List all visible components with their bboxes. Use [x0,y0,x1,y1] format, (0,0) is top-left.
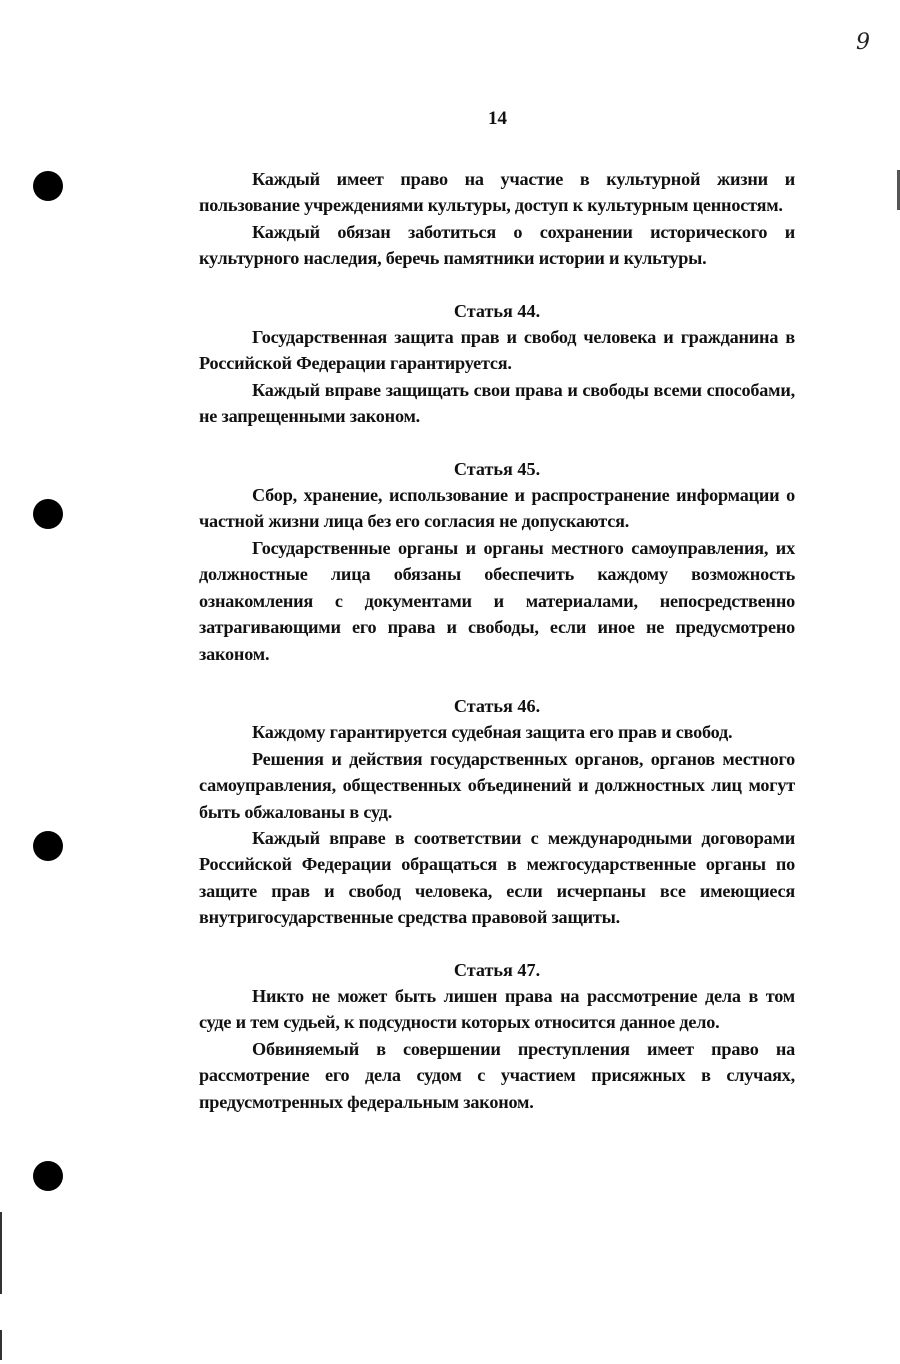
punch-hole-mark [33,499,63,529]
paragraph: Каждый вправе защищать свои права и свободы всеми способами, не запрещенными законом. [199,379,795,427]
page-number: 14 [488,108,507,129]
paragraph: Государственная защита прав и свобод человека и гражданина в Российской Федерации гарантируется. [199,327,795,374]
scan-edge-line [0,1212,2,1294]
paragraph: Каждый имеет право на участие в культурной жизни и пользование учреждениями культуры, доступ к культурным ценностям. [199,169,795,216]
article-46 [199,693,795,931]
paragraph: Каждый вправе в соответствии с международными договорами Российской Федерации обращаться в межгосударственные органы по защите прав и свобод человека, если исчерпаны все имеющиеся внутригосударственные средства правовой защиты. [199,827,795,928]
article-45 [199,456,795,667]
paragraph: Государственные органы и органы местного самоуправления, их должностные лица обязаны обеспечить каждому возможность ознакомления с документами и материалами, непосредственно затрагивающими его права и свободы, если иное не предусмотрено законом. [199,537,795,664]
paragraph: Каждому гарантируется судебная защита его прав и свобод. [252,722,733,743]
article-heading: Статья 44. [453,300,541,321]
punch-hole-mark [33,171,63,201]
article-heading: Статья 45. [453,458,541,479]
punch-hole-mark [33,1161,63,1191]
article-heading: Статья 47. [453,959,541,980]
paragraph: Решения и действия государственных органов, органов местного самоуправления, общественных объединений и должностных лиц могут быть обжалованы в суд. [199,748,795,822]
article-47 [199,957,795,1115]
article-heading: Статья 46. [453,695,541,716]
scan-edge-line [0,1330,2,1360]
article-44 [199,298,795,430]
punch-hole-mark [33,831,63,861]
paragraph: Обвиняемый в совершении преступления имеет право на рассмотрение его дела судом с участием присяжных в случаях, предусмотренных федеральным законом. [199,1038,795,1112]
paragraph: Сбор, хранение, использование и распространение информации о частной жизни лица без его согласия не допускаются. [199,485,795,532]
handwritten-page-mark: 9 [856,30,870,55]
paragraph: Каждый обязан заботиться о сохранении исторического и культурного наследия, беречь памятники истории и культуры. [199,221,795,269]
paragraph: Никто не может быть лишен права на рассмотрение дела в том суде и тем судьей, к подсудности которых относится данное дело. [199,985,795,1033]
document-body [199,166,795,1115]
